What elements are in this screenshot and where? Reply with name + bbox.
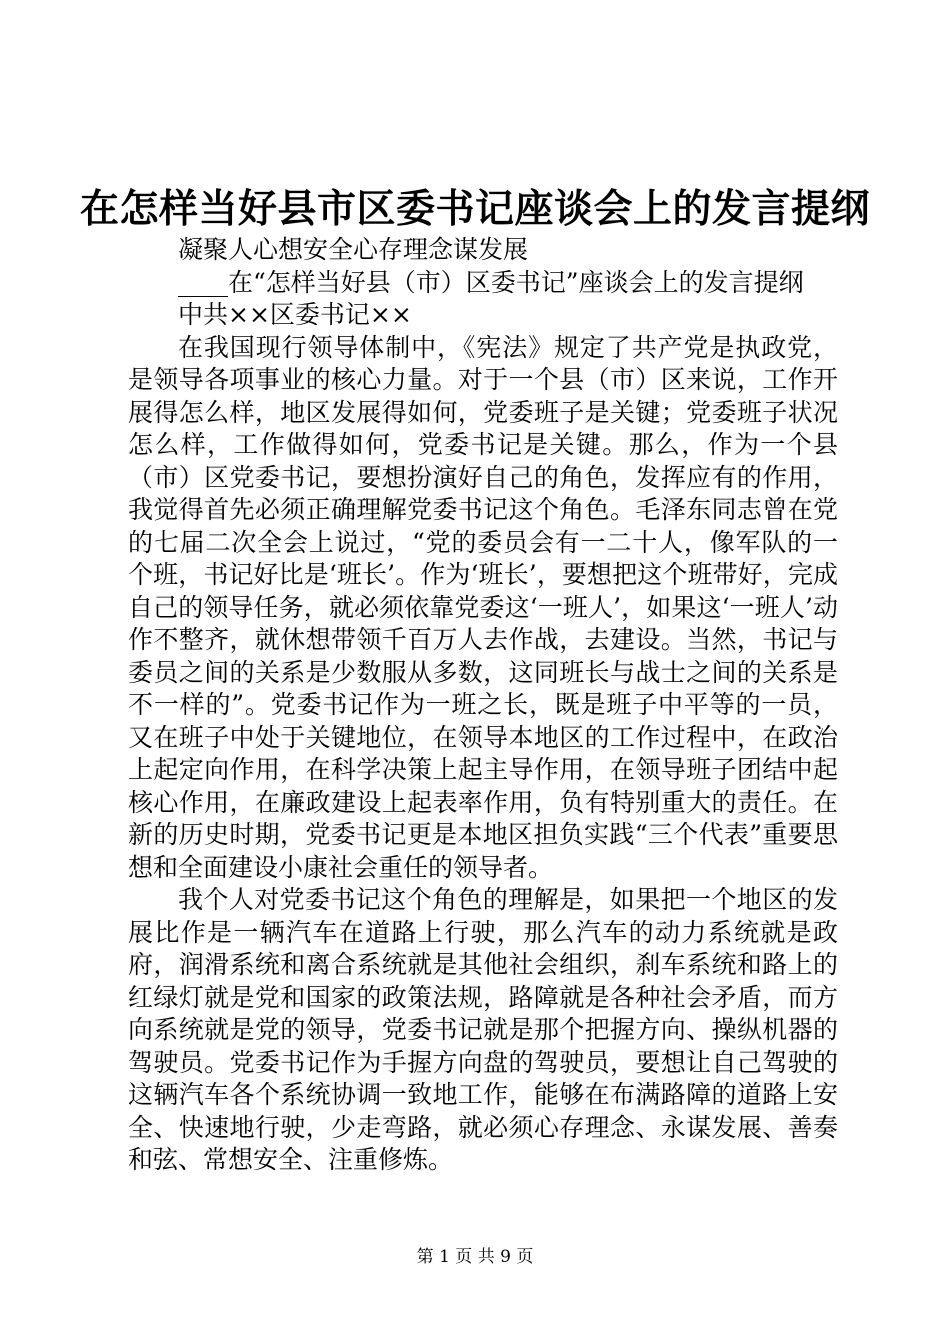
paragraph-1: 在我国现行领导体制中，《宪法》规定了共产党是执政党，是领导各项事业的核心力量。对于一个县（市）区来说，工作开展得怎么样，地区发展得如何，党委班子是关键；党委班子状况怎么样，工作做得如何，党委书记是关键。那么，作为一个县（市）区党委书记，要想扮演好自己的角色，发挥应有的作用，我觉得首先必须正确理解党委书记这个角色。毛泽东同志曾在党的七届二次全会上说过，“党的委员会有一二十人，像军队的一个班，书记好比是‘班长’。作为‘班长’，要想把这个班带好，完成自己的领导任务，就必须依靠党委这‘一班人’，如果这‘一班人’动作不整齐，就休想带领千百万人去作战，去建设。当然，书记与委员之间的关系是少数服从多数，这同班长与战士之间的关系是不一样的”。党委书记作为一班之长，既是班子中平等的一员，又在班子中处于关键地位，在领导本地区的工作过程中，在政治上起定向作用，在科学决策上起主导作用，在领导班子团结中起核心作用，在廉政建设上起表率作用，负有特别重大的责任。在新的历史时期，党委书记更是本地区担负实践“三个代表”重要思想和全面建设小康社会重任的领导者。	[128, 332, 838, 882]
author-line: 中共××区委书记××	[178, 300, 412, 329]
page-footer: 第 1 页 共 9 页	[416, 1247, 534, 1267]
document-title: 在怎样当好县市区委书记座谈会上的发言提纲	[79, 186, 870, 232]
subtitle-line-2: ____在“怎样当好县（市）区委书记”座谈会上的发言提纲	[178, 267, 804, 297]
subtitle: 凝聚人心想安全心存理念谋发展	[178, 235, 529, 264]
paragraph-2: 我个人对党委书记这个角色的理解是，如果把一个地区的发展比作是一辆汽车在道路上行驶，那么汽车的动力系统就是政府，润滑系统和离合系统就是其他社会组织，刹车系统和路上的红绿灯就是党和国家的政策法规，路障就是各种社会矛盾，而方向系统就是党的领导，党委书记就是那个把握方向、操纵机器的驾驶员。党委书记作为手握方向盘的驾驶员，要想让自己驾驶的这辆汽车各个系统协调一致地工作，能够在布满路障的道路上安全、快速地行驶，少走弯路，就必须心存理念、永谋发展、善奏和弦、常想安全、注重修炼。	[128, 885, 838, 1174]
document-body	[128, 234, 838, 1177]
